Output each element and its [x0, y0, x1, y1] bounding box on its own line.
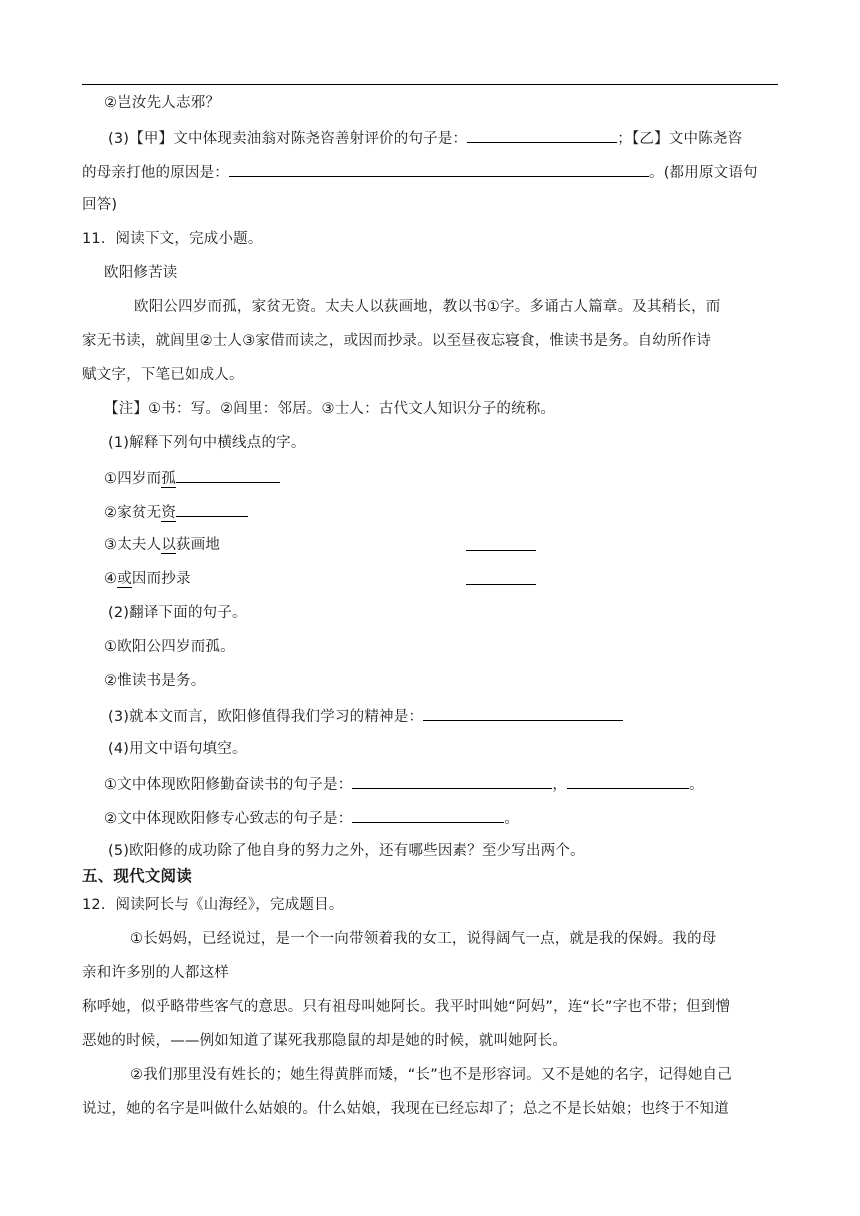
- q10-part3-text-a: (3)【甲】文中体现卖油翁对陈尧咨善射评价的句子是：: [108, 131, 468, 147]
- word-context: ②家贫无: [104, 505, 162, 521]
- punctuation: 。: [504, 811, 520, 827]
- answer-blank[interactable]: [176, 467, 280, 483]
- passage-title: 欧阳修苦读: [104, 265, 178, 281]
- word-context: 因而抄录: [131, 571, 191, 587]
- answer-blank[interactable]: [567, 773, 689, 789]
- q10-part3-line2: [82, 161, 782, 183]
- q10-part3-text-d: 。(都用原文语句: [649, 165, 758, 181]
- section-heading: 五、现代文阅读: [82, 867, 192, 885]
- key-character: 以: [161, 537, 177, 553]
- answer-blank[interactable]: [352, 807, 504, 823]
- q10-part3-line1: [108, 127, 808, 149]
- q11-translate-1: ①欧阳公四岁而孤。: [104, 639, 235, 655]
- answer-blank[interactable]: [467, 127, 617, 143]
- q11-part5: (5)欧阳修的成功除了他自身的努力之外，还有哪些因素？至少写出两个。: [108, 843, 585, 859]
- key-character: 或: [117, 571, 132, 587]
- q11-stem: 11．阅读下文，完成小题。: [82, 231, 263, 247]
- punctuation: ，: [552, 777, 568, 793]
- q11-part2: (2)翻译下面的句子。: [108, 605, 247, 621]
- word-context: ①四岁而: [104, 471, 162, 487]
- answer-blank[interactable]: [229, 161, 649, 177]
- passage-line: ①长妈妈，已经说过，是一个一向带领着我的女工，说得阔气一点，就是我的保姆。我的母: [130, 931, 717, 947]
- answer-blank[interactable]: [423, 705, 623, 721]
- q11-part1: (1)解释下列句中横线点的字。: [108, 435, 306, 451]
- answer-blank[interactable]: [176, 501, 248, 517]
- q11-translate-2: ②惟读书是务。: [104, 673, 206, 689]
- passage-line: 亲和许多别的人都这样: [82, 965, 229, 981]
- q11-part3: [108, 705, 808, 727]
- passage-line: 恶她的时候，——例如知道了谋死我那隐鼠的却是她的时候，就叫她阿长。: [82, 1033, 568, 1049]
- passage-line: 赋文字，下笔已如成人。: [82, 367, 244, 383]
- q11-word-1: [104, 467, 804, 489]
- q11-word-2: [104, 501, 804, 523]
- punctuation: 。: [689, 777, 704, 793]
- passage-line: 称呼她，似乎略带些客气的意思。只有祖母叫她阿长。我平时叫她“阿妈”，连“长”字也不带；但到憎: [82, 999, 731, 1015]
- word-context: ③太夫人: [104, 537, 162, 553]
- key-character: 资: [161, 505, 177, 521]
- key-character: 孤: [161, 471, 177, 487]
- q11-word-4: [104, 569, 804, 589]
- q12-stem: 12．阅读阿长与《山海经》，完成题目。: [82, 897, 344, 913]
- passage-line: 欧阳公四岁而孤，家贫无资。太夫人以荻画地，教以书①字。多诵古人篇章。及其稍长，而: [134, 299, 721, 315]
- word-context: 荻画地: [176, 537, 221, 553]
- question-text: (3)就本文而言，欧阳修值得我们学习的精神是：: [108, 709, 424, 725]
- passage-line: ②我们那里没有姓长的；她生得黄胖而矮，“长”也不是形容词。又不是她的名字，记得她自己: [130, 1067, 732, 1083]
- answer-blank[interactable]: [352, 773, 552, 789]
- header-rule: [82, 84, 778, 85]
- q11-fill-1: [104, 773, 804, 795]
- question-text: ②文中体现欧阳修专心致志的句子是：: [104, 811, 353, 827]
- q11-fill-2: [104, 807, 804, 829]
- question-text: ①文中体现欧阳修勤奋读书的句子是：: [104, 777, 353, 793]
- word-context: ④: [104, 571, 118, 587]
- q10-part3-text-b: ；【乙】文中陈尧咨: [617, 131, 743, 147]
- answer-blank[interactable]: [466, 584, 536, 585]
- answer-blank[interactable]: [466, 550, 536, 551]
- passage-line: 说过，她的名字是叫做什么姑娘的。什么姑娘，我现在已经忘却了；总之不是长姑娘；也终于不知道: [82, 1101, 729, 1117]
- q11-word-3: [104, 535, 804, 555]
- passage-line: 家无书读，就闾里②士人③家借而读之，或因而抄录。以至昼夜忘寝食，惟读书是务。自幼所作诗: [82, 333, 712, 349]
- q10-item-2: ②岂汝先人志邪？: [104, 95, 221, 111]
- passage-note: 【注】①书：写。②闾里：邻居。③士人：古代文人知识分子的统称。: [104, 401, 556, 417]
- q11-part4: (4)用文中语句填空。: [108, 741, 247, 757]
- q10-part3-line3: 回答): [82, 197, 118, 213]
- q10-part3-text-c: 的母亲打他的原因是：: [82, 165, 229, 181]
